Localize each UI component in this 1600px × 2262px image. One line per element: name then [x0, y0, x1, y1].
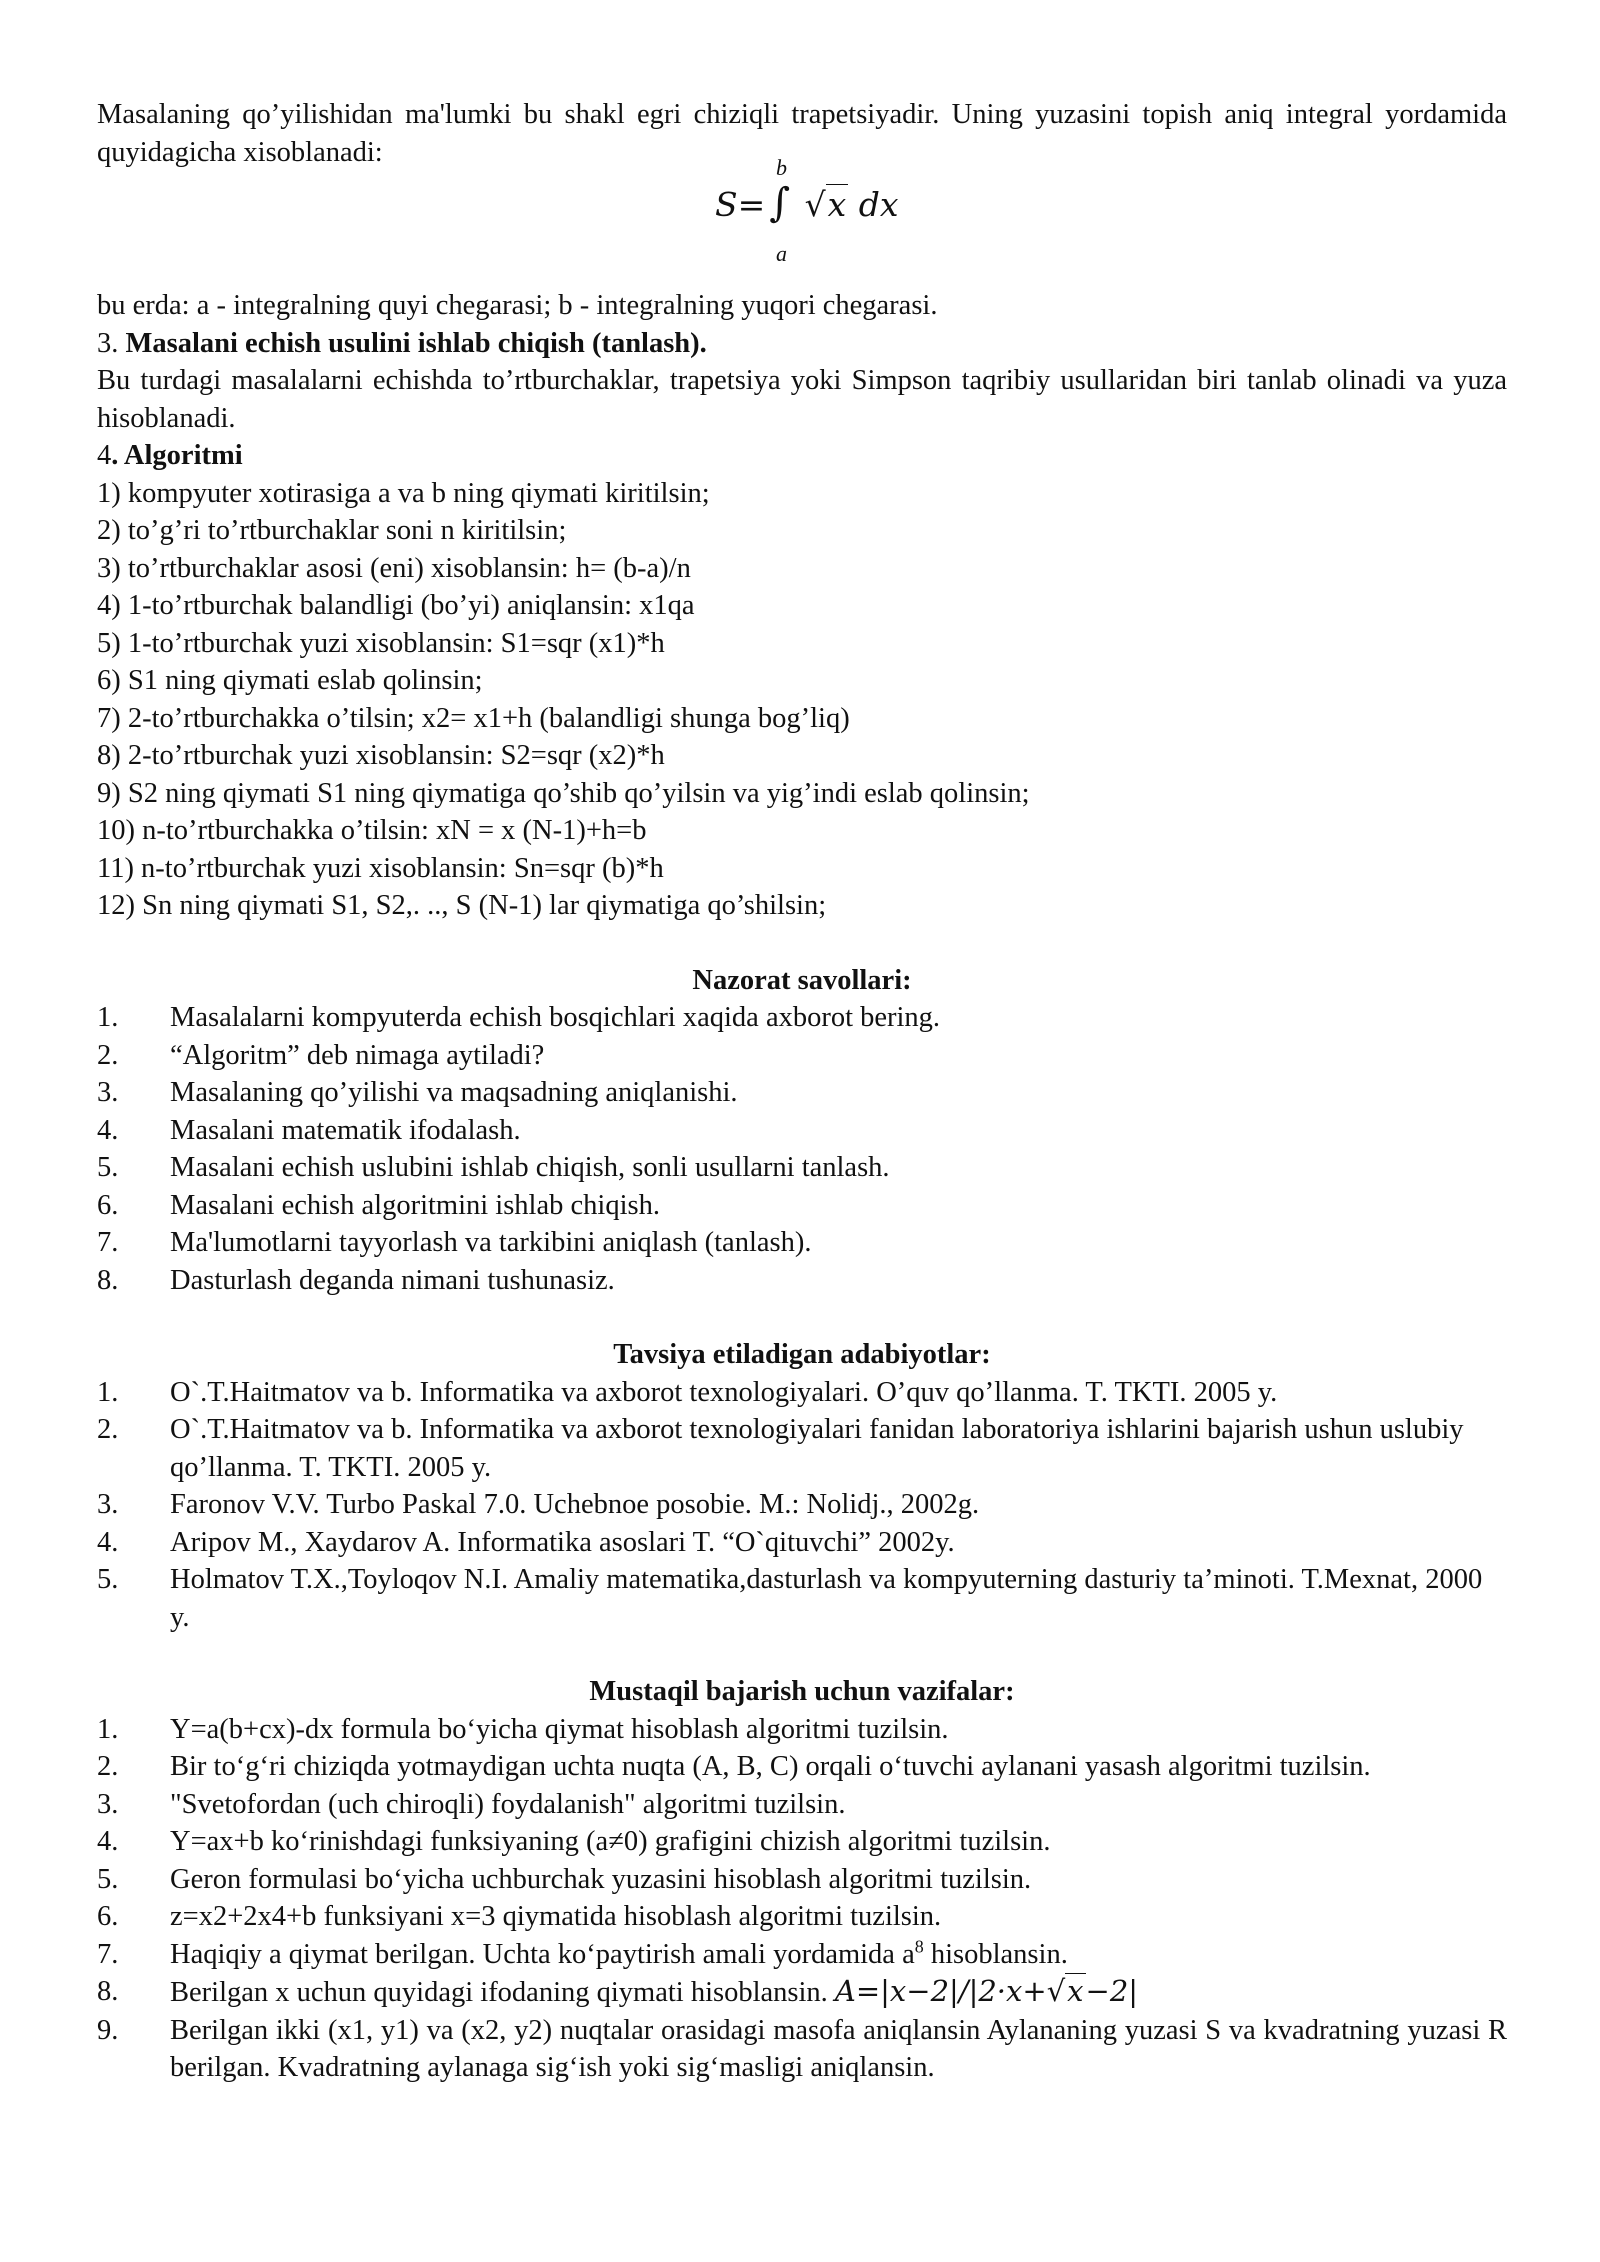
formula-expression — [715, 180, 899, 226]
tasks-list — [97, 1711, 1507, 2087]
section4-heading — [97, 437, 1507, 475]
item-number: 8. — [97, 1976, 119, 2007]
inline-formula — [835, 1973, 1138, 2008]
item-text: Masalani matematik ifodalash. — [170, 1114, 521, 1146]
list-item — [97, 1936, 1507, 1974]
algorithm-steps — [97, 475, 1507, 925]
item-text: Bir to‘g‘ri chiziqda yotmaydigan uchta nuqta (A, B, C) orqali o‘tuvchi aylanani yasash algoritmi tuzilsin. — [170, 1751, 1371, 1782]
list-item — [97, 1711, 1507, 1749]
literature-title: Tavsiya etiladigan adabiyotlar: — [613, 1339, 991, 1370]
item-text: Aripov M., Xaydarov A. Informatika asoslari T. “O`qituvchi” 2002y. — [170, 1526, 955, 1558]
formula-part-b: −2| — [1085, 1974, 1139, 2008]
item-number: 6. — [97, 1189, 119, 1221]
sqrt-sign-icon: √ — [804, 185, 826, 224]
item-number: 2. — [97, 1751, 119, 1782]
item-text: Y=a(b+cx)-dx formula bo‘yicha qiymat hisoblash algoritmi tuzilsin. — [170, 1713, 949, 1745]
item-number: 9. — [97, 2014, 119, 2046]
tasks-title: Mustaqil bajarish uchun vazifalar: — [589, 1676, 1015, 1707]
intro-paragraph: Masalaning qo’yilishidan ma'lumki bu shakl egri chiziqli trapetsiyadir. Uning yuzasini topish aniq integral yordamida quyidagicha xisoblanadi: — [97, 99, 1507, 168]
formula-part-a: A=|x−2|/|2·x+ — [834, 1974, 1047, 2008]
item-text: O`.T.Haitmatov va b. Informatika va axborot texnologiyalari fanidan laboratoriya ishlarini bajarish ushun uslubiy qo’llanma. T. TKTI. 2005 y. — [170, 1414, 1464, 1483]
formula-sqrt-arg: x — [1067, 1974, 1084, 2008]
control-questions-list — [97, 999, 1507, 1299]
item-text: Masalani echish algoritmini ishlab chiqish. — [170, 1189, 660, 1221]
lower-limit: a — [776, 241, 787, 266]
item-number: 5. — [97, 1863, 119, 1895]
item-number: 2. — [97, 1039, 119, 1071]
section3-title: Masalani echish usulini ishlab chiqish (tanlash). — [125, 327, 707, 359]
list-item — [97, 1861, 1507, 1899]
formula-lhs: S= — [715, 185, 766, 224]
item-text: Y=ax+b ko‘rinishdagi funksiyaning (a≠0) grafigini chizish algoritmi tuzilsin. — [170, 1826, 1051, 1857]
algorithm-step: 1) kompyuter xotirasiga a va b ning qiymati kiritilsin; — [97, 477, 710, 509]
list-item — [97, 999, 1507, 1037]
list-item — [97, 1149, 1507, 1187]
item-number: 6. — [97, 1901, 119, 1932]
item-text: Berilgan x uchun quyidagi ifodaning qiymati hisoblansin. — [170, 1977, 835, 2008]
item-text: Ma'lumotlarni tayyorlash va tarkibini aniqlash (tanlash). — [170, 1227, 812, 1258]
list-item — [97, 1374, 1507, 1412]
item-number: 4. — [97, 1114, 119, 1146]
algorithm-step: 6) S1 ning qiymati eslab qolinsin; — [97, 665, 483, 696]
section3-text: Bu turdagi masalalarni echishda to’rtburchaklar, trapetsiya yoki Simpson taqribiy usullaridan biri tanlab olinadi va yuza hisoblanadi. — [97, 365, 1507, 434]
item-number: 3. — [97, 1788, 119, 1820]
item-number: 1. — [97, 1002, 119, 1033]
item-text: Dasturlash deganda nimani tushunasiz. — [170, 1264, 615, 1296]
section3-heading — [97, 325, 1507, 363]
document-page — [97, 96, 1507, 2087]
item-number: 5. — [97, 1152, 119, 1183]
list-item — [97, 1037, 1507, 1075]
integral-formula — [97, 155, 1507, 287]
item-text: Masalani echish uslubini ishlab chiqish, sonli usullarni tanlash. — [170, 1152, 890, 1183]
item-text: Haqiqiy a qiymat berilgan. Uchta ko‘paytirish amali yordamida a — [170, 1938, 915, 1970]
item-text: Geron formulasi bo‘yicha uchburchak yuzasini hisoblash algoritmi tuzilsin. — [170, 1863, 1032, 1895]
sqrt-sign-icon: √ — [1046, 1974, 1066, 2008]
algorithm-step: 5) 1-to’rtburchak yuzi xisoblansin: S1=sqr (x1)*h — [97, 627, 665, 659]
algorithm-step: 8) 2-to’rtburchak yuzi xisoblansin: S2=sqr (x2)*h — [97, 740, 665, 771]
item-number: 8. — [97, 1264, 119, 1296]
item-text: Masalaning qo’yilishi va maqsadning aniqlanishi. — [170, 1077, 738, 1108]
list-item — [97, 1187, 1507, 1225]
algorithm-step: 12) Sn ning qiymati S1, S2,. .., S (N-1) lar qiymatiga qo’shilsin; — [97, 890, 827, 921]
item-text: Masalalarni kompyuterda echish bosqichlari xaqida axborot bering. — [170, 1002, 941, 1033]
algorithm-step: 4) 1-to’rtburchak balandligi (bo’yi) aniqlansin: x1qa — [97, 590, 695, 621]
list-item — [97, 1486, 1507, 1524]
item-number: 7. — [97, 1227, 119, 1258]
list-item — [97, 1973, 1507, 2012]
item-number: 3. — [97, 1077, 119, 1108]
item-number: 5. — [97, 1564, 119, 1595]
item-number: 7. — [97, 1938, 119, 1970]
item-text: Berilgan ikki (x1, y1) va (x2, y2) nuqtalar orasidagi masofa aniqlansin Aylananing yuzasi S va kvadratning yuzasi R berilgan. Kvadratning aylanaga sig‘ish yoki sig‘masligi aniqlansin. — [170, 2014, 1507, 2083]
item-text: z=x2+2x4+b funksiyani x=3 qiymatida hisoblash algoritmi tuzilsin. — [170, 1901, 942, 1932]
integrand-variable: x — [827, 185, 847, 224]
list-item — [97, 1823, 1507, 1861]
list-item — [97, 1262, 1507, 1300]
list-item — [97, 1411, 1507, 1486]
algorithm-step: 2) to’g’ri to’rtburchaklar soni n kiritilsin; — [97, 515, 567, 546]
list-item — [97, 1561, 1507, 1636]
algorithm-step: 7) 2-to’rtburchakka o’tilsin; x2= x1+h (balandligi shunga bog’liq) — [97, 702, 850, 734]
list-item — [97, 1748, 1507, 1786]
list-item — [97, 1786, 1507, 1824]
formula-explanation: bu erda: a - integralning quyi chegarasi; b - integralning yuqori chegarasi. — [97, 290, 938, 321]
item-text: Faronov V.V. Turbo Paskal 7.0. Uchebnoe posobie. M.: Nolidj., 2002g. — [170, 1489, 980, 1520]
upper-limit: b — [776, 155, 787, 180]
control-questions-title: Nazorat savollari: — [692, 964, 912, 996]
item-text: "Svetofordan (uch chiroqli) foydalanish" algoritmi tuzilsin. — [170, 1788, 846, 1820]
item-text-after: hisoblansin. — [923, 1938, 1068, 1970]
superscript: 8 — [914, 1936, 924, 1956]
list-item — [97, 1074, 1507, 1112]
formula-dx: dx — [858, 185, 899, 224]
list-item — [97, 1224, 1507, 1262]
item-number: 4. — [97, 1826, 119, 1857]
algorithm-step: 10) n-to’rtburchakka o’tilsin: xN = x (N-1)+h=b — [97, 815, 647, 846]
item-text: O`.T.Haitmatov va b. Informatika va axborot texnologiyalari. O’quv qo’llanma. T. TKTI. 2005 y. — [170, 1376, 1278, 1408]
list-item — [97, 1524, 1507, 1562]
item-number: 1. — [97, 1376, 119, 1408]
algorithm-step: 11) n-to’rtburchak yuzi xisoblansin: Sn=sqr (b)*h — [97, 852, 664, 884]
list-item — [97, 2012, 1507, 2087]
list-item — [97, 1898, 1507, 1936]
section4-number: 4 — [97, 440, 112, 471]
item-text: Holmatov T.X.,Toyloqov N.I. Amaliy matematika,dasturlash va kompyuterning dasturiy ta’minoti. T.Mexnat, 2000 y. — [170, 1564, 1483, 1633]
section3-number: 3. — [97, 327, 126, 359]
list-item — [97, 1112, 1507, 1150]
integral-sign-icon: ∫ — [769, 180, 791, 226]
literature-list — [97, 1374, 1507, 1637]
item-number: 1. — [97, 1713, 119, 1745]
item-text: “Algoritm” deb nimaga aytiladi? — [170, 1039, 545, 1071]
item-number: 2. — [97, 1414, 119, 1445]
section4-title: . Algoritmi — [111, 440, 243, 471]
item-number: 3. — [97, 1489, 119, 1520]
algorithm-step: 9) S2 ning qiymati S1 ning qiymatiga qo’shib qo’yilsin va yig’indi eslab qolinsin; — [97, 777, 1030, 809]
algorithm-step: 3) to’rtburchaklar asosi (eni) xisoblansin: h= (b-a)/n — [97, 552, 691, 584]
item-number: 4. — [97, 1526, 119, 1558]
